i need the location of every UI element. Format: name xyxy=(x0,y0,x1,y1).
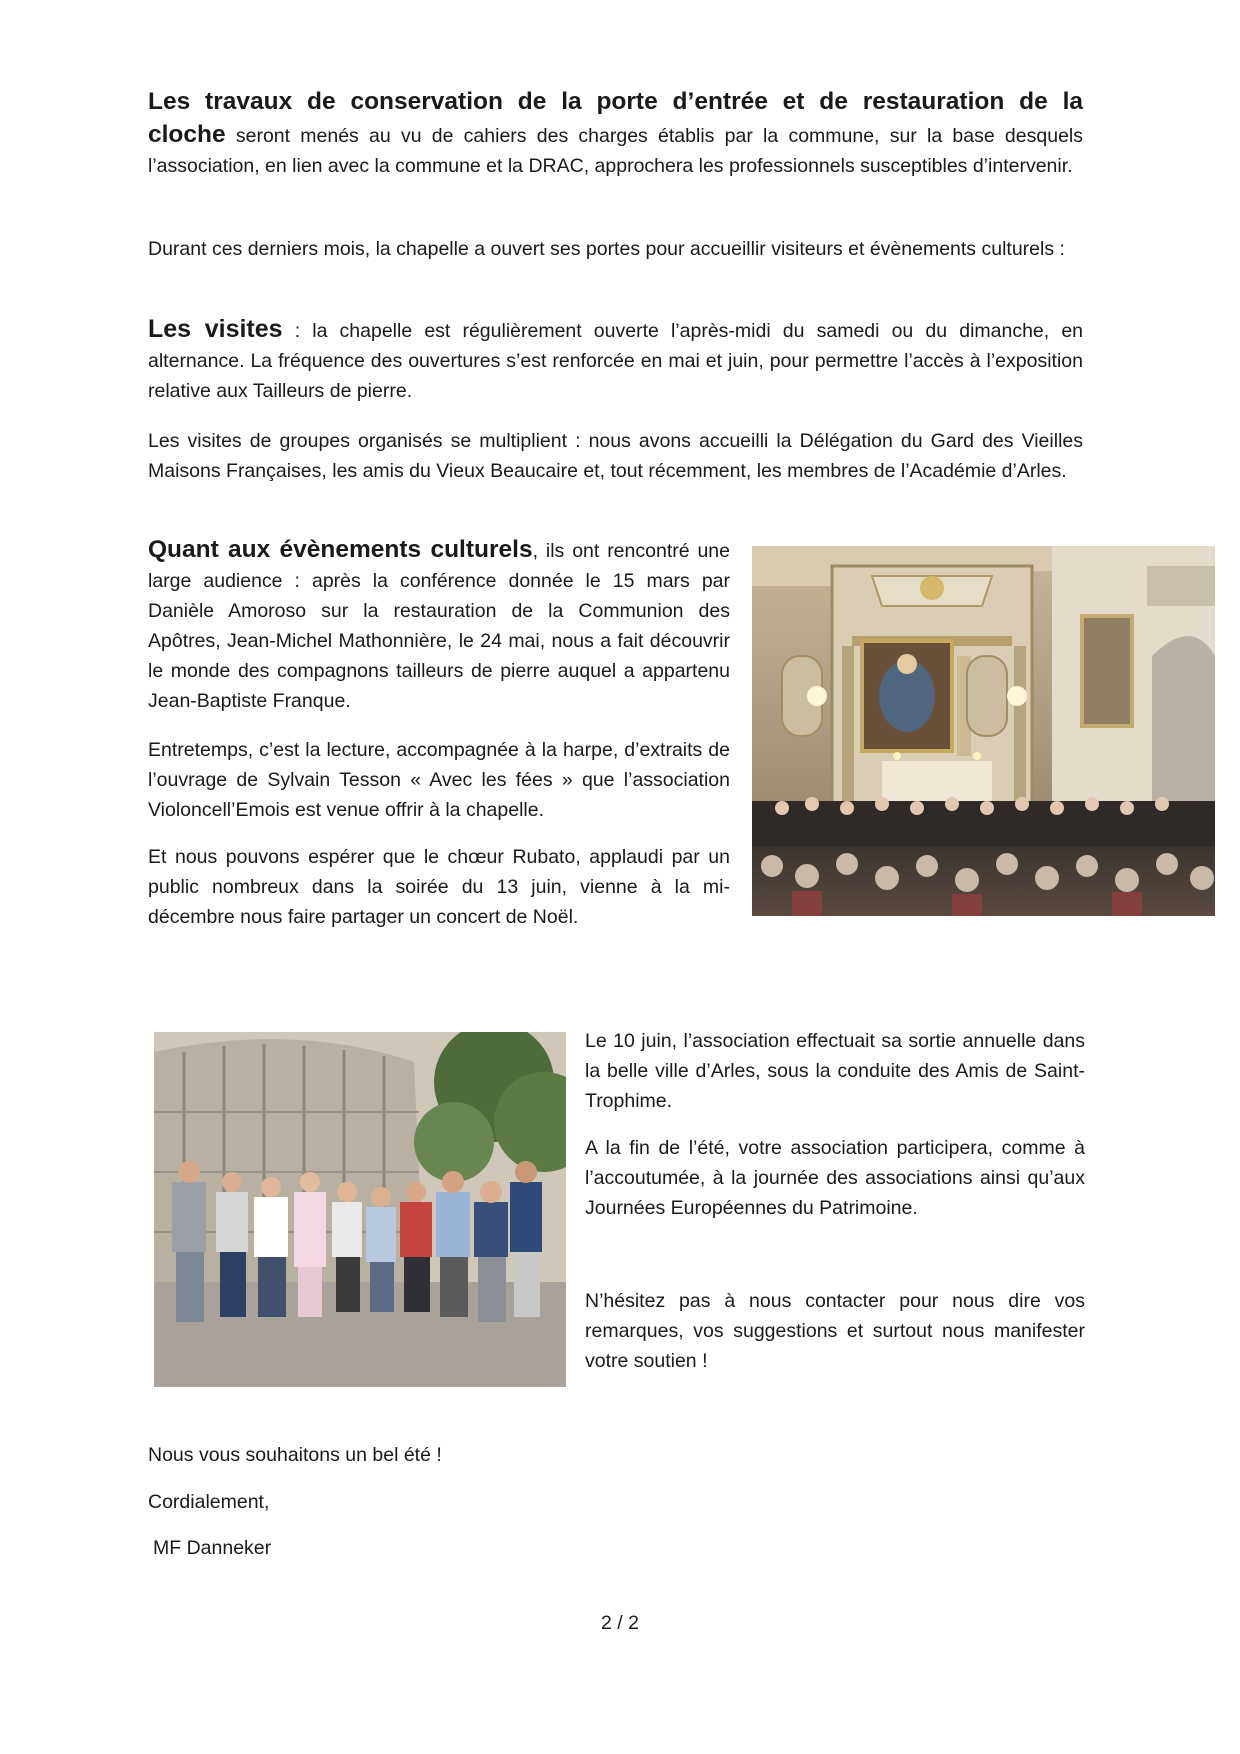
groups-paragraph: Les visites de groupes organisés se multiplient : nous avons accueilli la Délégation du Gard des Vieilles Maisons Françaises, les amis du Vieux Beaucaire et, tout récemment, les membres de l’Académie d’Arles. xyxy=(148,430,1083,482)
end-summer-paragraph: A la fin de l’été, votre association participera, comme à l’accoutumée, à la journée des associations ainsi qu’aux Journées Européennes du Patrimoine. xyxy=(585,1137,1085,1219)
intro-heading-line1: Les travaux de conservation de la porte d’entrée et de restauration de la xyxy=(148,88,1083,115)
chapel-concert-photo xyxy=(752,546,1215,916)
closing-line: Cordialement, xyxy=(148,1491,270,1513)
outing-paragraph: Le 10 juin, l’association effectuait sa sortie annuelle dans la belle ville d’Arles, sous la conduite des Amis de Saint-Trophime. xyxy=(585,1030,1085,1112)
signature: MF Danneker xyxy=(153,1537,272,1559)
page-number: 2 / 2 xyxy=(601,1612,639,1634)
intro-heading-line2: cloche xyxy=(148,121,226,148)
arles-group-photo xyxy=(154,1032,566,1387)
choir-paragraph: Et nous pouvons espérer que le chœur Rubato, applaudi par un public nombreux dans la soirée du 13 juin, vienne à la mi-décembre nous faire partager un concert de Noël. xyxy=(148,846,730,928)
events-intro-paragraph: Durant ces derniers mois, la chapelle a ouvert ses portes pour accueillir visiteurs et évènements culturels : xyxy=(148,238,1065,260)
cultural-paragraph xyxy=(148,535,730,716)
intro-paragraph xyxy=(148,84,1083,181)
visits-text: : la chapelle est régulièrement ouverte l’après-midi du samedi ou du dimanche, en alternance. La fréquence des ouvertures s’est renforcée en mai et juin, pour permettre l’accès à l’exposition relative aux Tailleurs de pierre. xyxy=(148,320,1084,402)
contact-paragraph: N’hésitez pas à nous contacter pour nous dire vos remarques, vos suggestions et surtout nous manifester votre soutien ! xyxy=(585,1290,1085,1372)
visits-paragraph xyxy=(148,314,1083,406)
visits-heading: Les visites xyxy=(148,315,283,343)
reading-paragraph: Entretemps, c’est la lecture, accompagnée à la harpe, d’extraits de l’ouvrage de Sylvain Tesson « Avec les fées » que l’association Violoncell’Emois est venue offrir à la chapelle. xyxy=(148,739,730,821)
wish-line: Nous vous souhaitons un bel été ! xyxy=(148,1444,442,1466)
intro-text: seront menés au vu de cahiers des charges établis par la commune, sur la base desquels l’association, en lien avec la commune et la DRAC, approchera les professionnels susceptibles d’intervenir. xyxy=(148,125,1083,177)
cultural-text: , ils ont rencontré une large audience : après la conférence donnée le 15 mars par Danièle Amoroso sur la restauration de la Communion des Apôtres, Jean-Michel Mathonnière, le 24 mai, nous a fait découvrir le monde des compagnons tailleurs de pierre auquel a appartenu Jean-Baptiste Franque. xyxy=(148,540,730,712)
cultural-heading: Quant aux évènements culturels xyxy=(148,536,533,563)
